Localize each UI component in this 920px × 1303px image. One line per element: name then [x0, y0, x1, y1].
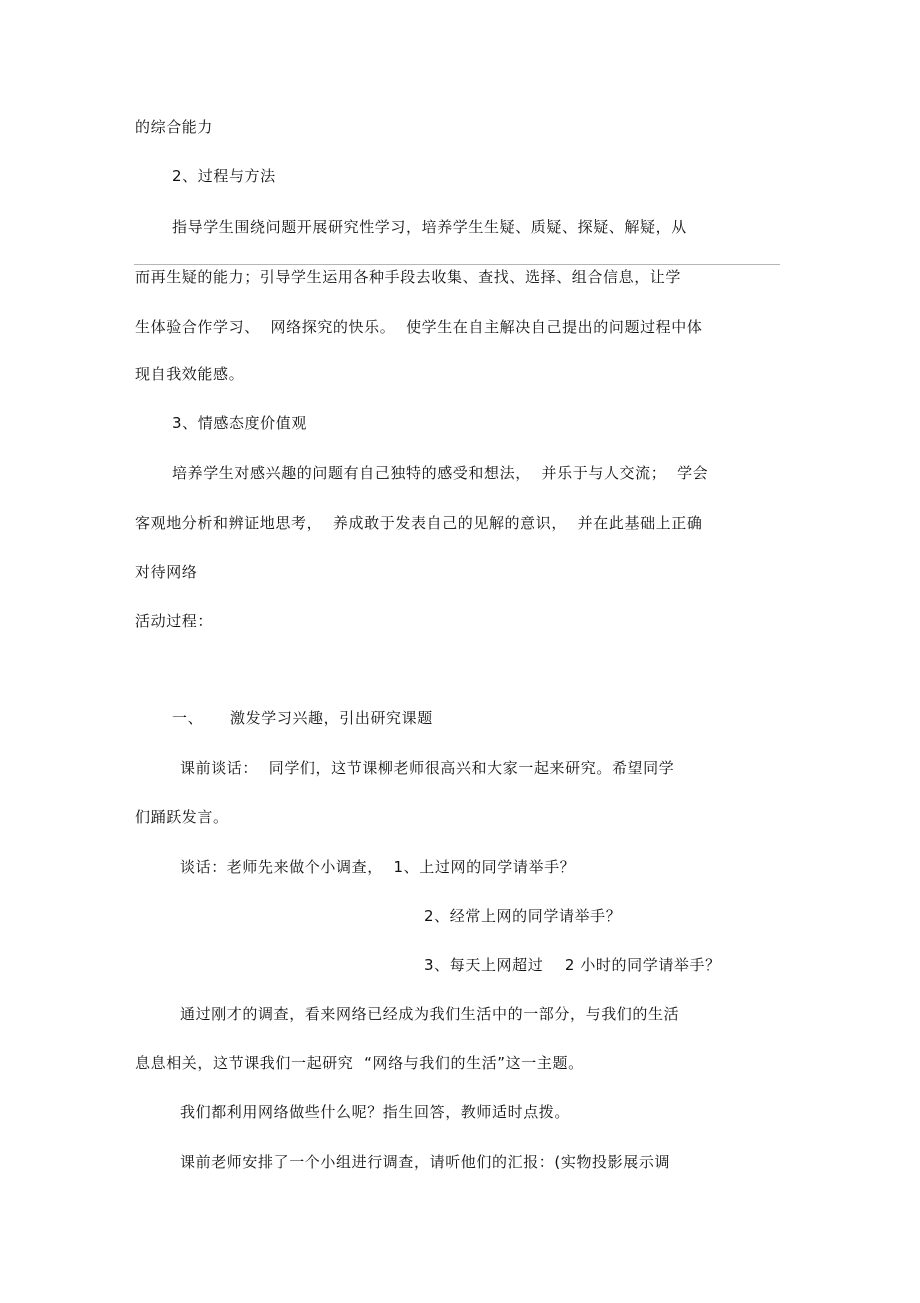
section-heading-process-methods: 2、过程与方法	[172, 167, 276, 185]
text-line-14: 们踊跃发言。	[135, 808, 229, 826]
survey-question-1: 谈话：老师先来做个小调查， 1、上过网的同学请举手？	[180, 858, 576, 876]
horizontal-rule	[134, 264, 780, 265]
text-line-21: 课前老师安排了一个小组进行调查，请听他们的汇报：(实物投影展示调	[180, 1153, 671, 1171]
text-line-9: 客观地分析和辨证地思考， 养成敢于发表自己的见解的意识， 并在此基础上正确	[135, 514, 703, 532]
text-line-10: 对待网络	[135, 563, 198, 581]
text-line-5: 生体验合作学习、 网络探究的快乐。 使学生在自主解决自己提出的问题过程中体	[135, 318, 703, 336]
text-line-4: 而再生疑的能力；引导学生运用各种手段去收集、查找、选择、组合信息，让学	[135, 268, 682, 286]
section-heading-emotion-values: 3、情感态度价值观	[172, 414, 307, 432]
section-heading-part-one: 一、 激发学习兴趣，引出研究课题	[172, 709, 433, 727]
text-line-18: 通过刚才的调查，看来网络已经成为我们生活中的一部分，与我们的生活	[180, 1005, 680, 1023]
activity-process-label: 活动过程：	[135, 612, 214, 630]
text-line-1: 的综合能力	[135, 118, 214, 136]
text-line-8: 培养学生对感兴趣的问题有自己独特的感受和想法， 并乐于与人交流； 学会	[172, 464, 709, 482]
text-line-13: 课前谈话： 同学们，这节课柳老师很高兴和大家一起来研究。希望同学	[180, 759, 675, 777]
text-line-20: 我们都利用网络做些什么呢？指生回答，教师适时点拨。	[180, 1103, 571, 1121]
text-line-3: 指导学生围绕问题开展研究性学习，培养学生生疑、质疑、探疑、解疑，从	[172, 218, 687, 236]
survey-question-3: 3、每天上网超过 2 小时的同学请举手？	[424, 956, 721, 974]
text-line-6: 现自我效能感。	[135, 365, 245, 383]
text-line-19: 息息相关，这节课我们一起研究 “网络与我们的生活”这一主题。	[135, 1054, 584, 1072]
survey-question-2: 2、经常上网的同学请举手？	[424, 907, 622, 925]
